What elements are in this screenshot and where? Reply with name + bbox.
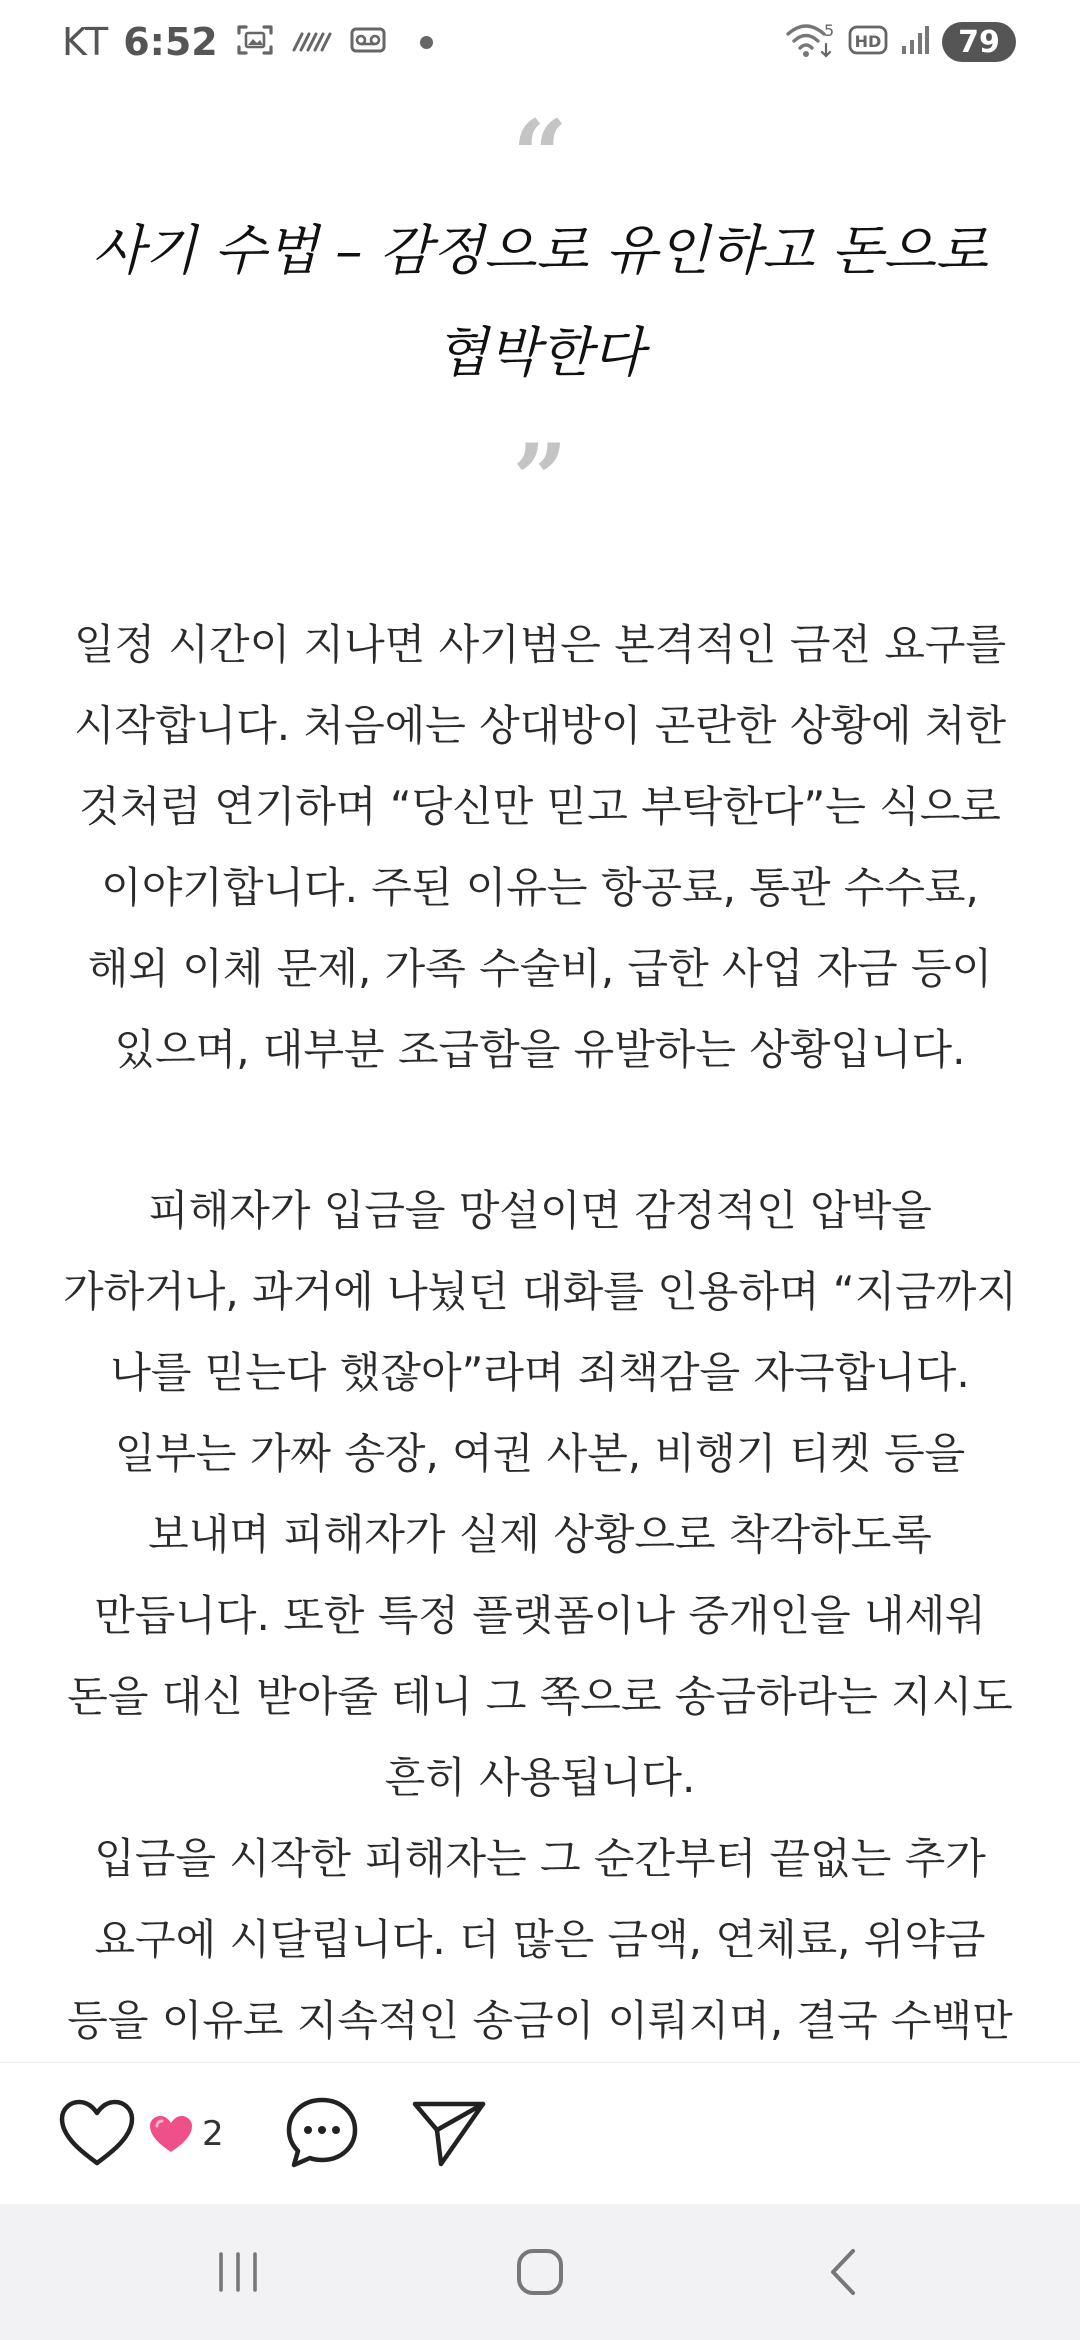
clock: 6:52	[123, 20, 218, 64]
system-navigation-bar	[0, 2204, 1080, 2340]
data-saver-icon	[292, 26, 332, 58]
share-button[interactable]	[408, 2093, 490, 2171]
reaction-summary[interactable]	[148, 2105, 224, 2163]
status-right	[784, 20, 1016, 64]
article-paragraph-1: 일정 시간이 지나면 사기범은 본격적인 금전 요구를 시작합니다. 처음에는 상대방이 곤란한 상황에 처한 것처럼 연기하며 “당신만 믿고 부탁한다”는 식으로 이야기합니다. 주된 이유는 항공료, 통관 수수료, 해외 이체 문제, 가족 수술비, 급한 사업 자금 등이 있으며, 대부분 조급함을 유발하는 상황입니다.	[73, 620, 1007, 1074]
status-bar	[0, 0, 1080, 84]
voicemail-icon	[350, 26, 386, 58]
home-button[interactable]	[505, 2242, 575, 2302]
pink-heart-icon	[148, 2114, 194, 2154]
like-button[interactable]	[56, 2097, 138, 2169]
wifi-icon	[784, 20, 836, 64]
screenshot-icon	[236, 23, 274, 61]
quote-close-mark: ”	[512, 423, 568, 536]
network-badge: 5	[824, 21, 835, 40]
comment-button[interactable]	[282, 2093, 362, 2173]
paper-plane-icon	[411, 2096, 487, 2168]
hd-label: HD	[854, 32, 882, 51]
like-count: 2	[202, 2114, 224, 2154]
signal-strength-icon	[900, 24, 930, 60]
recent-apps-icon	[215, 2250, 261, 2294]
battery-indicator: 79	[942, 22, 1016, 62]
recent-apps-button[interactable]	[203, 2242, 273, 2302]
quote-open-mark: “	[512, 99, 568, 212]
back-chevron-icon	[823, 2247, 863, 2297]
carrier-label: KT	[62, 20, 110, 64]
post-action-bar	[0, 2062, 1080, 2204]
back-button[interactable]	[808, 2242, 878, 2302]
article-paragraph-3: 입금을 시작한 피해자는 그 순간부터 끝없는 추가 요구에 시달립니다. 더 많은 금액, 연체료, 위약금 등을 이유로 지속적인 송금이 이뤄지며, 결국 수백만	[67, 1834, 1013, 2045]
heart-outline-icon	[58, 2099, 136, 2167]
article-headline: 사기 수법 – 감정으로 유인하고 돈으로 협박한다	[92, 219, 988, 384]
home-icon	[515, 2247, 565, 2297]
article-paragraph-2: 피해자가 입금을 망설이면 감정적인 압박을 가하거나, 과거에 나눴던 대화를 인용하며 “지금까지 나를 믿는다 했잖아”라며 죄책감을 자극합니다. 일부는 가짜 송장, 여권 사본, 비행기 티켓 등을 보내며 피해자가 실제 상황으로 착각하도록 만듭니다. 또한 특정 플랫폼이나 중개인을 내세워 돈을 대신 받아줄 테니 그 쪽으로 송금하라는 지시도 흔히 사용됩니다.	[63, 1186, 1017, 1802]
hd-voice-icon	[848, 23, 888, 61]
comment-bubble-icon	[285, 2096, 359, 2170]
status-left	[62, 20, 433, 64]
notification-dot-icon	[420, 36, 433, 49]
